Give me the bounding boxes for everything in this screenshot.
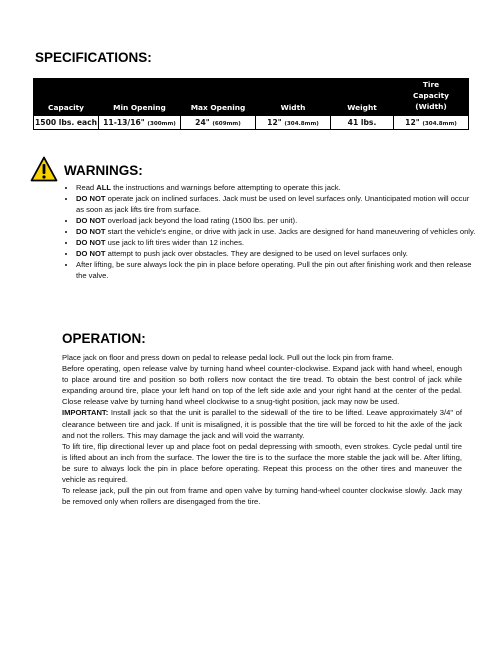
width-mm: (304.8mm) bbox=[284, 121, 319, 127]
header-tire-capacity bbox=[394, 79, 469, 116]
max-opening-in: 24" bbox=[195, 118, 210, 127]
table-row bbox=[34, 116, 469, 130]
header-max-opening: Max Opening bbox=[181, 79, 256, 116]
min-opening-mm: (300mm) bbox=[147, 121, 176, 127]
operation-heading: OPERATION: bbox=[62, 331, 146, 346]
list-item: • After lifting, be sure always lock the pin in place before operating. Pull the pin out after finishing work and then release the valve. bbox=[76, 259, 476, 281]
cell-min-opening bbox=[99, 116, 181, 130]
operation-paragraph: To release jack, pull the pin out from frame and open valve by turning hand-wheel counter clockwise slowly. Jack may be removed only when rollers are disengaged from the tire. bbox=[62, 486, 462, 507]
min-opening-in: 11-13/16" bbox=[103, 118, 145, 127]
cell-max-opening bbox=[181, 116, 256, 130]
list-item: • DO NOT use jack to lift tires wider than 12 inches. bbox=[76, 237, 476, 248]
specifications-table bbox=[33, 78, 469, 130]
list-item: • Read ALL the instructions and warnings before attempting to operate this jack. bbox=[76, 182, 476, 193]
list-item: • DO NOT attempt to push jack over obstacles. They are designed to be used on level surfaces only. bbox=[76, 248, 476, 259]
warning-triangle-icon bbox=[30, 156, 58, 182]
table-header-row bbox=[34, 79, 469, 116]
cell-width bbox=[256, 116, 331, 130]
operation-body bbox=[62, 352, 462, 507]
warnings-list bbox=[62, 182, 476, 281]
header-weight: Weight bbox=[331, 79, 394, 116]
header-min-opening: Min Opening bbox=[99, 79, 181, 116]
specifications-heading: SPECIFICATIONS: bbox=[35, 50, 152, 65]
header-capacity: Capacity bbox=[34, 79, 99, 116]
header-width: Width bbox=[256, 79, 331, 116]
list-item: • DO NOT start the vehicle's engine, or drive with jack in use. Jacks are designed for hand maneuvering of vehicles only. bbox=[76, 226, 476, 237]
operation-paragraph: Before operating, open release valve by turning hand wheel counter-clockwise. Expand jack with hand wheel, enough to place around tire and position so both rollers now contact the tire tread. To obtain the best control of jack while expanding around tire, place your left hand on top of the left side axle and your right hand at the center of the pedal. Close release valve by turning hand wheel clockwise to a snug-tight position, jack may now be used. bbox=[62, 364, 462, 407]
cell-capacity: 1500 lbs. each bbox=[34, 116, 99, 130]
list-item: • DO NOT overload jack beyond the load rating (1500 lbs. per unit). bbox=[76, 215, 476, 226]
header-tire-line2: Capacity (Width) bbox=[413, 91, 449, 111]
cell-weight: 41 lbs. bbox=[331, 116, 394, 130]
important-label: IMPORTANT: bbox=[62, 408, 109, 418]
max-opening-mm: (609mm) bbox=[212, 121, 241, 127]
cell-tire-capacity bbox=[394, 116, 469, 130]
operation-paragraph: To lift tire, flip directional lever up and place foot on pedal depressing with smooth, even strokes. Cycle pedal until tire is lifted about an inch from the surface. The lower the tire is to the surface the more stable the jack will be. After lifting, be sure to always lock the pin in place before operating. Repeat this process on the other tires and maneuver the vehicle as required. bbox=[62, 441, 462, 485]
width-in: 12" bbox=[267, 118, 282, 127]
list-item: • DO NOT operate jack on inclined surfaces. Jack must be used on level surfaces only. Unanticipated motion will occur as soon as jack lifts tire from surface. bbox=[76, 193, 476, 215]
operation-paragraph: Place jack on floor and press down on pedal to release pedal lock. Pull out the lock pin from frame. bbox=[62, 353, 394, 362]
warnings-heading: WARNINGS: bbox=[64, 163, 143, 178]
tire-mm: (304.8mm) bbox=[422, 121, 457, 127]
operation-paragraph: IMPORTANT: Install jack so that the unit is parallel to the sidewall of the tire to be lifted. Leave approximately 3/4" of clearance between tire and jack. If unit is misaligned, it is possible that the tire will be forced to hit the axle of the jack and not the rollers. This may damage the jack and will void the warranty. bbox=[62, 408, 462, 440]
header-tire-line1: Tire bbox=[422, 80, 440, 89]
tire-in: 12" bbox=[405, 118, 420, 127]
